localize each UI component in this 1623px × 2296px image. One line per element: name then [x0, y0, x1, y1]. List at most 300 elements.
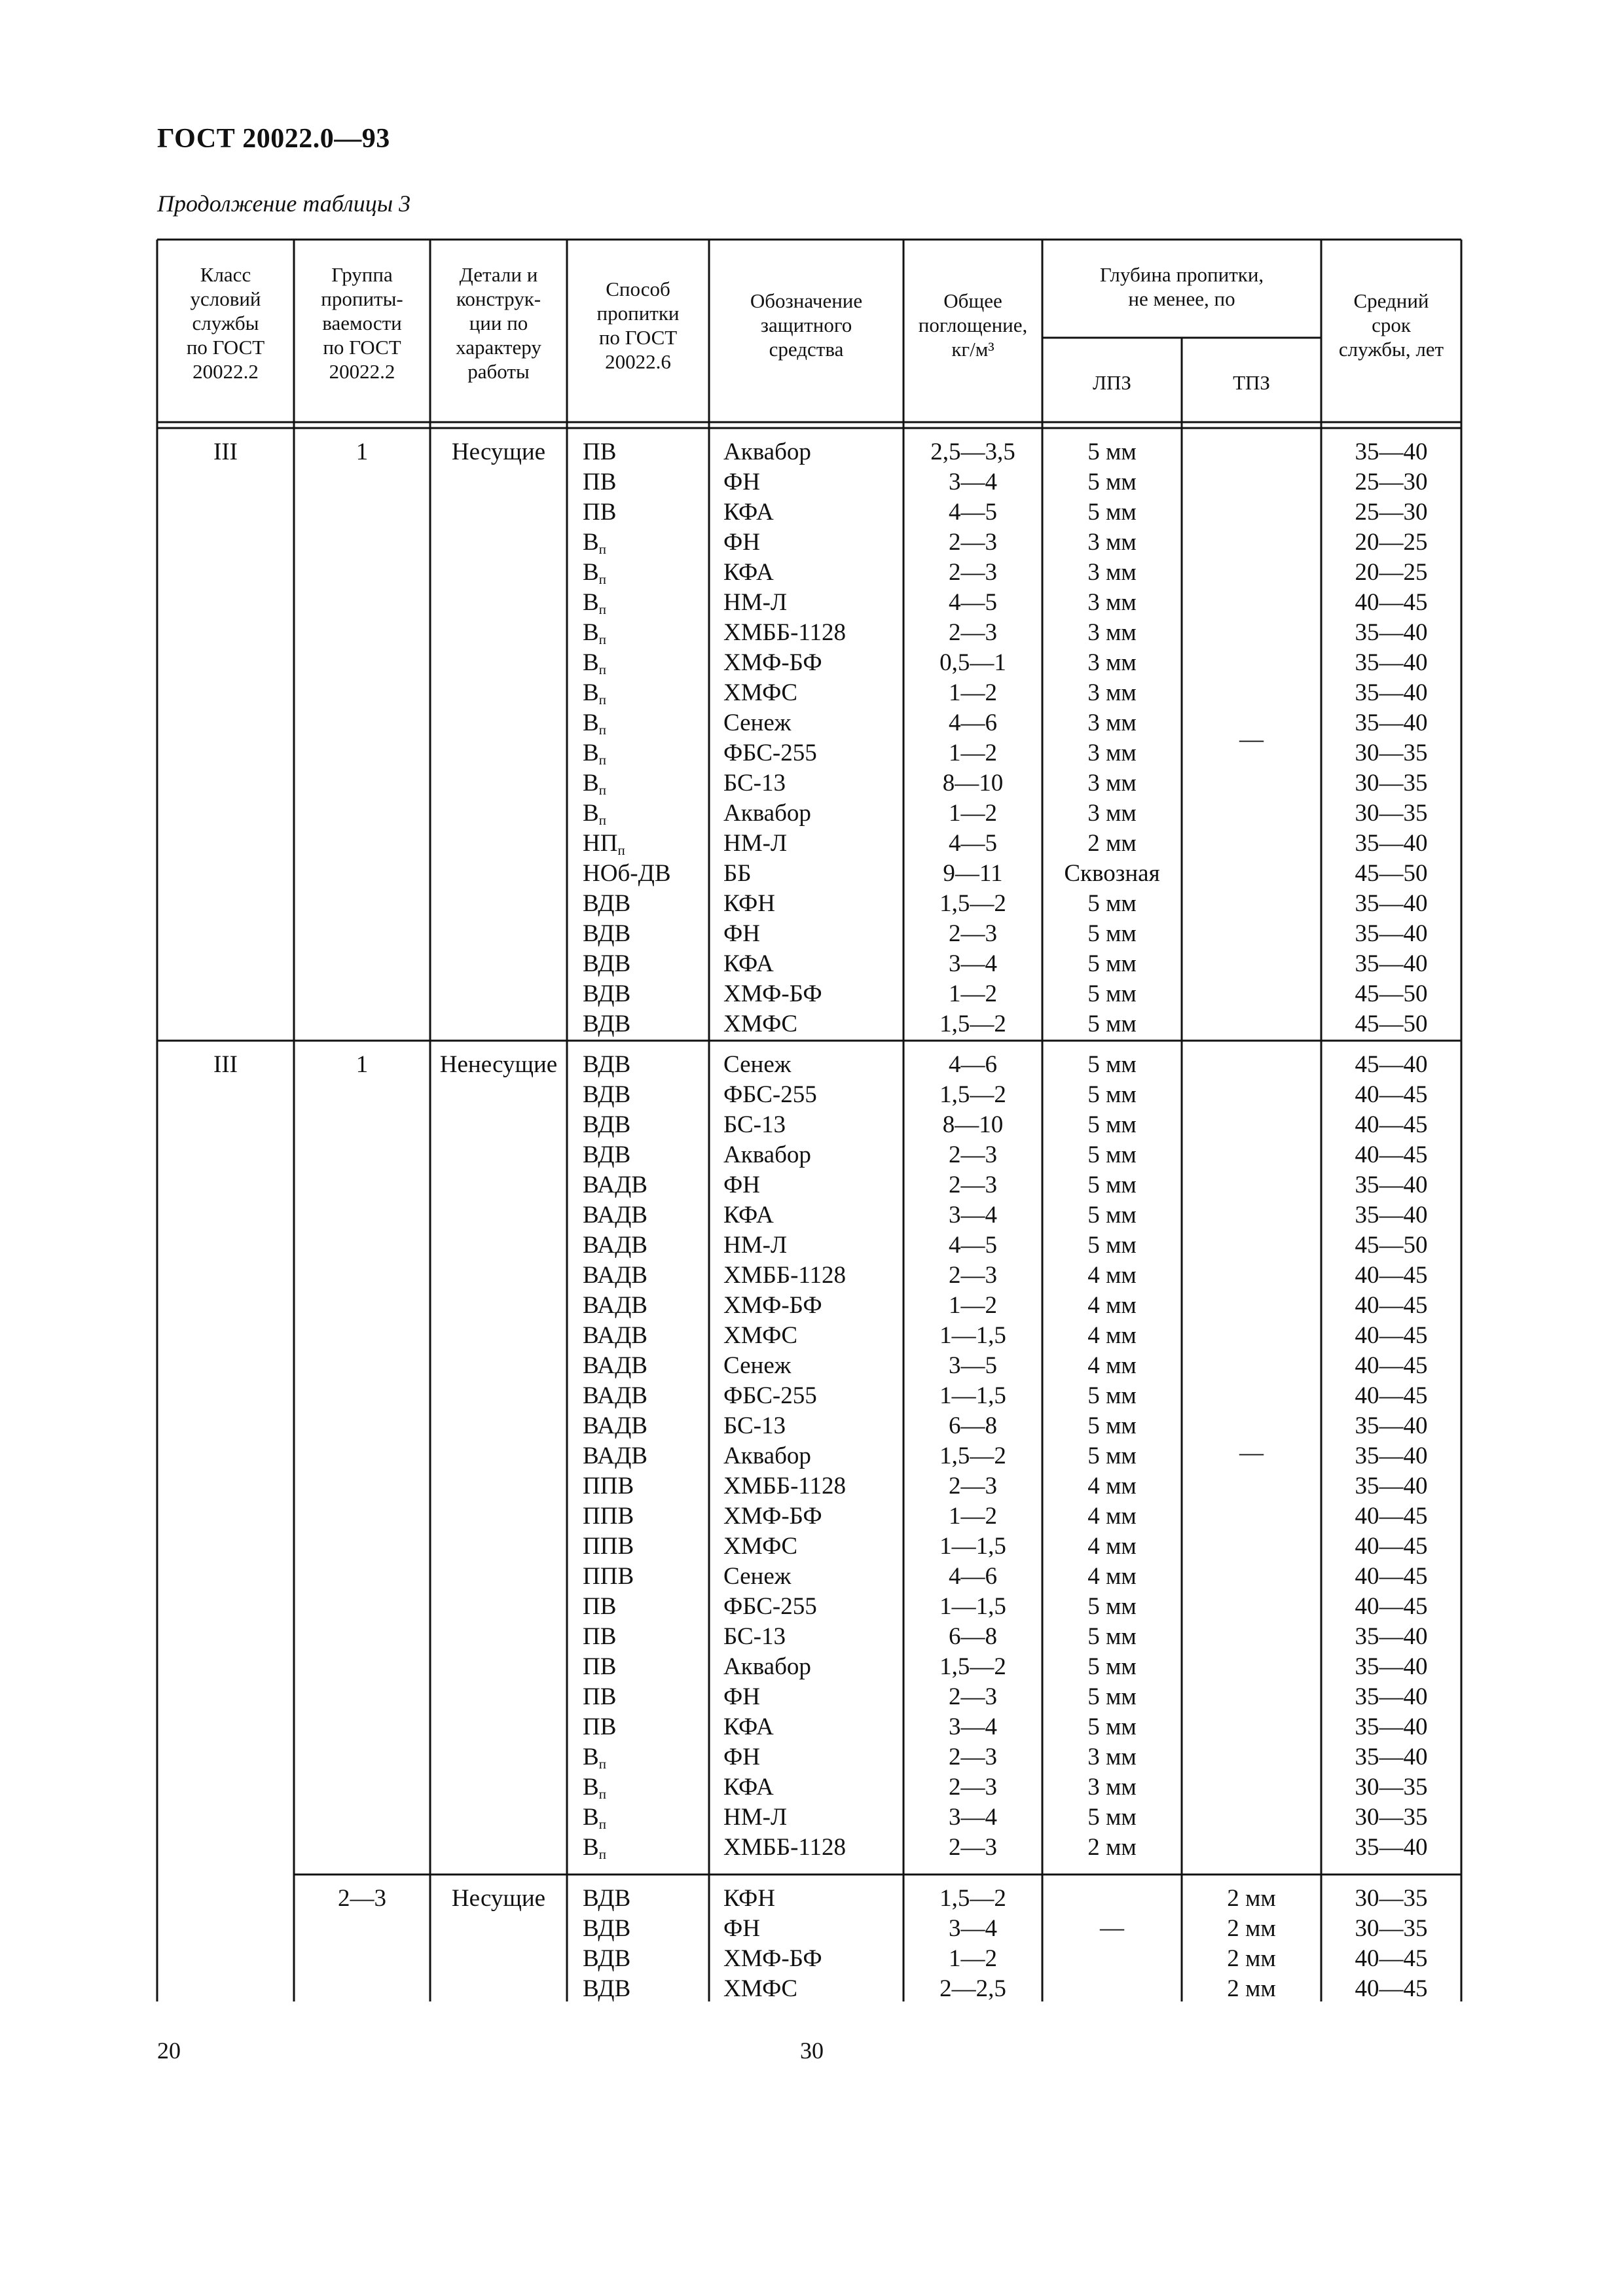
section2-uptake-row: [903, 1441, 1042, 1471]
section1-uptake-value: 3—4: [949, 469, 997, 495]
section2-agents-row: [723, 1351, 903, 1381]
section2-uptake-value: 2—3: [949, 1172, 997, 1198]
section1-methods-subscript: п: [617, 842, 625, 858]
section3-methods-row: [583, 1884, 707, 1914]
section1-lpz-row: [1042, 497, 1182, 528]
section2-uptake-value: 3—4: [949, 1202, 997, 1229]
section1-agents-value: НМ-Л: [723, 589, 788, 616]
section1-agents-row: [723, 798, 903, 829]
section2-agents-value: Аквабор: [723, 1653, 811, 1680]
section2-uptake-row: [903, 1712, 1042, 1742]
section2-life-row: [1321, 1592, 1461, 1622]
document-code: ГОСТ 20022.0—93: [157, 124, 390, 154]
section1-life-row: [1321, 467, 1461, 497]
section2-lpz-value: 2 мм: [1087, 1834, 1137, 1861]
section3-methods-row: [583, 1944, 707, 1974]
section2-uptake-row: [903, 1291, 1042, 1321]
section1-methods-row: [583, 1009, 707, 1039]
section1-methods-subscript: п: [598, 632, 606, 647]
section1-agents-value: КФА: [723, 499, 774, 526]
section1-agents-row: [723, 1009, 903, 1039]
section1-agents-value: ХМФС: [723, 1011, 798, 1037]
section2-methods-row: [583, 1803, 707, 1833]
section2-methods: [583, 1050, 707, 1863]
section2-methods-subscript: п: [598, 1786, 606, 1802]
section1-lpz-value: 5 мм: [1087, 950, 1137, 977]
section1-agents-value: КФН: [723, 890, 776, 917]
section3-life-row: [1321, 1944, 1461, 1974]
section1-agents-row: [723, 768, 903, 798]
section1-uptake-row: [903, 859, 1042, 889]
section1-lpz-row: [1042, 889, 1182, 919]
section2-lpz-value: 5 мм: [1087, 1081, 1137, 1108]
section2-methods-row: [583, 1532, 707, 1562]
section3-agents: [723, 1884, 903, 2004]
section2-agents-row: [723, 1622, 903, 1652]
header-group: Группа пропиты- ваемости по ГОСТ 20022.2: [321, 263, 403, 383]
section1-agents-value: Сенеж: [723, 709, 792, 736]
section2-methods-row: [583, 1471, 707, 1501]
section2-agents-row: [723, 1742, 903, 1772]
header-depth-lpz: ЛПЗ: [1093, 371, 1131, 394]
section1-lpz-value: 3 мм: [1087, 589, 1137, 616]
section3-agents-row: [723, 1884, 903, 1914]
section1-methods-subscript: п: [598, 722, 606, 738]
section2-life-value: 40—45: [1355, 1322, 1428, 1349]
section2-uptake-value: 4—6: [949, 1051, 997, 1078]
section2-uptake-value: 2—3: [949, 1834, 997, 1861]
section1-lpz-row: [1042, 618, 1182, 648]
section2-agents-row: [723, 1140, 903, 1170]
section2-lpz-row: [1042, 1712, 1182, 1742]
section2-methods-row: [583, 1140, 707, 1170]
section2-methods-row: [583, 1833, 707, 1863]
section2-uptake-row: [903, 1622, 1042, 1652]
section1-life-row: [1321, 738, 1461, 768]
section2-life-row: [1321, 1652, 1461, 1682]
section1-methods-row: [583, 437, 707, 467]
section1-lpz-value: 3 мм: [1087, 770, 1137, 797]
section2-methods-row: [583, 1230, 707, 1261]
section1-agents-row: [723, 829, 903, 859]
section2-uptake-row: [903, 1381, 1042, 1411]
section1-methods: [583, 437, 707, 1039]
section1-life-value: 25—30: [1355, 469, 1428, 495]
section2-agents-row: [723, 1291, 903, 1321]
section3-life-value: 40—45: [1355, 1975, 1428, 2002]
section2-methods-value: ВДВ: [583, 1081, 631, 1108]
section2-uptake-row: [903, 1110, 1042, 1140]
section1-uptake-row: [903, 467, 1042, 497]
section1-life-value: 35—40: [1355, 830, 1428, 857]
section3-tpz-value: 2 мм: [1227, 1945, 1276, 1972]
section1-methods-value: НП: [583, 830, 618, 857]
section1-methods-row: [583, 738, 707, 768]
section2-agents-row: [723, 1562, 903, 1592]
section2-methods-value: ВАДВ: [583, 1232, 647, 1259]
section2-methods-value: ППВ: [583, 1473, 634, 1499]
section2-lpz-value: 4 мм: [1087, 1563, 1137, 1590]
section1-life-row: [1321, 859, 1461, 889]
section1-uptake-row: [903, 588, 1042, 618]
section1-methods-value: ПВ: [583, 439, 617, 465]
section2-agents-row: [723, 1080, 903, 1110]
section1-lpz-value: 5 мм: [1087, 1011, 1137, 1037]
section2-lpz-row: [1042, 1140, 1182, 1170]
section2-life-row: [1321, 1381, 1461, 1411]
section1-life-row: [1321, 949, 1461, 979]
section2-life-value: 40—45: [1355, 1262, 1428, 1289]
section2-lpz-value: 5 мм: [1087, 1623, 1137, 1650]
section2-life-row: [1321, 1050, 1461, 1080]
section2-agents-value: Аквабор: [723, 1443, 811, 1469]
section2-methods-value: ВАДВ: [583, 1322, 647, 1349]
section1-uptake-value: 9—11: [943, 860, 1003, 887]
section1-agents-row: [723, 648, 903, 678]
section2-lpz-row: [1042, 1532, 1182, 1562]
section1-methods-value: В: [583, 709, 599, 736]
section2-agents: [723, 1050, 903, 1863]
section2-agents-value: Сенеж: [723, 1352, 792, 1379]
section1-lpz-row: [1042, 467, 1182, 497]
section2-lpz-value: 4 мм: [1087, 1262, 1137, 1289]
section3-tpz-row: [1182, 1974, 1321, 2004]
section1-lpz-row: [1042, 678, 1182, 708]
section1-life-row: [1321, 497, 1461, 528]
section3-life-value: 30—35: [1355, 1915, 1428, 1942]
section1-life-row: [1321, 558, 1461, 588]
section1-uptake-value: 4—6: [949, 709, 997, 736]
section2-agents-row: [723, 1441, 903, 1471]
header-method: Способ пропитки по ГОСТ 20022.6: [596, 278, 680, 373]
section1-methods-value: В: [583, 529, 599, 556]
section2-lpz-row: [1042, 1562, 1182, 1592]
section3-methods-row: [583, 1914, 707, 1944]
section2-lpz-value: 5 мм: [1087, 1202, 1137, 1229]
section2-uptake-row: [903, 1471, 1042, 1501]
section1-methods-value: В: [583, 770, 599, 797]
section1-methods-row: [583, 648, 707, 678]
section1-life-row: [1321, 678, 1461, 708]
section3-methods-value: ВДВ: [583, 1945, 631, 1972]
section2-methods-value: ПВ: [583, 1623, 617, 1650]
section2-agents-row: [723, 1381, 903, 1411]
section2-life-value: 40—45: [1355, 1563, 1428, 1590]
section2-lpz-row: [1042, 1592, 1182, 1622]
section1-life-row: [1321, 648, 1461, 678]
section1-methods-value: В: [583, 589, 599, 616]
section3-uptake-row: [903, 1884, 1042, 1914]
section2-uptake-row: [903, 1592, 1042, 1622]
section2-life-row: [1321, 1532, 1461, 1562]
section1-agents-value: ХМФ-БФ: [723, 649, 822, 676]
section1-life-row: [1321, 798, 1461, 829]
section1-life-row: [1321, 618, 1461, 648]
section1-uptake-value: 2—3: [949, 559, 997, 586]
section1-uptake-value: 4—5: [949, 499, 997, 526]
section3-life-row: [1321, 1974, 1461, 2004]
section2-life-row: [1321, 1803, 1461, 1833]
section2-methods-row: [583, 1592, 707, 1622]
section2-methods-row: [583, 1712, 707, 1742]
section2-uptake-value: 2—3: [949, 1744, 997, 1770]
section2-agents-value: КФА: [723, 1202, 774, 1229]
header-depth-tpz: ТПЗ: [1233, 371, 1270, 394]
section1-lpz: [1042, 437, 1182, 1039]
section2-life-row: [1321, 1140, 1461, 1170]
section2-methods-row: [583, 1441, 707, 1471]
section2-methods-row: [583, 1411, 707, 1441]
section2-uptake-row: [903, 1652, 1042, 1682]
section2-methods-value: ВАДВ: [583, 1172, 647, 1198]
section2-agents-row: [723, 1652, 903, 1682]
section3-agents-row: [723, 1974, 903, 2004]
section2-life-value: 40—45: [1355, 1292, 1428, 1319]
section2-methods-value: ВДВ: [583, 1141, 631, 1168]
section1-agents-value: ФН: [723, 469, 760, 495]
section1-lpz-value: 5 мм: [1087, 439, 1137, 465]
section2-lpz-row: [1042, 1261, 1182, 1291]
section2-agents-value: НМ-Л: [723, 1804, 788, 1831]
section2-agents-row: [723, 1682, 903, 1712]
section2-group: 1: [356, 1051, 369, 1078]
section1-life-row: [1321, 588, 1461, 618]
section1-agents-value: Аквабор: [723, 800, 811, 827]
section1-agents-value: ФН: [723, 920, 760, 947]
section2-lpz-value: 3 мм: [1087, 1744, 1137, 1770]
section1-lpz-value: 3 мм: [1087, 709, 1137, 736]
section2-methods-value: ПВ: [583, 1593, 617, 1620]
section2-lpz-value: 5 мм: [1087, 1382, 1137, 1409]
section1-uptake-row: [903, 497, 1042, 528]
section1-life-row: [1321, 437, 1461, 467]
header-parts: Детали и конструк- ции по характеру работы: [456, 263, 541, 383]
section1-uptake-row: [903, 889, 1042, 919]
section3-tpz-value: 2 мм: [1227, 1915, 1276, 1942]
section2-agents-value: ФБС-255: [723, 1382, 817, 1409]
section2-uptake-value: 1,5—2: [939, 1653, 1006, 1680]
section2-parts: Ненесущие: [439, 1051, 558, 1078]
section2-agents-row: [723, 1833, 903, 1863]
section2-uptake-row: [903, 1140, 1042, 1170]
section2-life-row: [1321, 1501, 1461, 1532]
section1-methods-subscript: п: [598, 782, 606, 798]
section1-methods-row: [583, 949, 707, 979]
section1-uptake-value: 1—2: [949, 800, 997, 827]
section1-life-value: 35—40: [1355, 679, 1428, 706]
section3-tpz-value: 2 мм: [1227, 1885, 1276, 1912]
section3-uptake-row: [903, 1974, 1042, 2004]
section3-tpz-row: [1182, 1944, 1321, 1974]
section1-life-value: 45—50: [1355, 860, 1428, 887]
section2-methods-row: [583, 1742, 707, 1772]
section2-uptake-value: 2—3: [949, 1473, 997, 1499]
section1-uptake-row: [903, 1009, 1042, 1039]
section1-methods-value: В: [583, 619, 599, 646]
section2-lpz-row: [1042, 1411, 1182, 1441]
section1-uptake-value: 1—2: [949, 740, 997, 766]
section2-lpz-value: 5 мм: [1087, 1653, 1137, 1680]
section2-methods-row: [583, 1622, 707, 1652]
section2-agents-value: ХМФС: [723, 1533, 798, 1560]
section2-uptake-row: [903, 1170, 1042, 1200]
section2-methods-row: [583, 1381, 707, 1411]
page-number-center: 30: [800, 2037, 824, 2064]
section2-lpz-row: [1042, 1471, 1182, 1501]
section3-uptake-row: [903, 1914, 1042, 1944]
section2-lpz-value: 5 мм: [1087, 1713, 1137, 1740]
section3-uptake-value: 1,5—2: [939, 1885, 1006, 1912]
section2-lpz-row: [1042, 1833, 1182, 1863]
section2-uptake-value: 1,5—2: [939, 1081, 1006, 1108]
section1-lpz-value: 3 мм: [1087, 679, 1137, 706]
section1-agents-value: БС-13: [723, 770, 786, 797]
section1-lpz-value: 3 мм: [1087, 800, 1137, 827]
section2-uptake-row: [903, 1682, 1042, 1712]
section2-uptake-row: [903, 1501, 1042, 1532]
section2-methods-value: ВАДВ: [583, 1382, 647, 1409]
section1-methods-value: ВДВ: [583, 950, 631, 977]
section1-methods-row: [583, 558, 707, 588]
section2-life-value: 45—50: [1355, 1232, 1428, 1259]
section2-agents-value: ХМББ-1128: [723, 1262, 847, 1289]
section2-tpz-dash: —: [1239, 1439, 1264, 1466]
section2-life-row: [1321, 1170, 1461, 1200]
section1-uptake-value: 8—10: [942, 770, 1004, 797]
section1-uptake-value: 0,5—1: [939, 649, 1006, 676]
section2-life-row: [1321, 1200, 1461, 1230]
section1-methods-value: ВДВ: [583, 980, 631, 1007]
section2-agents-value: БС-13: [723, 1111, 786, 1138]
table-caption: Продолжение таблицы 3: [157, 190, 411, 217]
section2-life-value: 35—40: [1355, 1653, 1428, 1680]
section1-methods-row: [583, 708, 707, 738]
section3-uptake-row: [903, 1944, 1042, 1974]
section2-lpz-row: [1042, 1170, 1182, 1200]
section2-agents-row: [723, 1261, 903, 1291]
section1-methods-value: В: [583, 679, 599, 706]
section2-life-row: [1321, 1351, 1461, 1381]
section2-methods-value: ВАДВ: [583, 1202, 647, 1229]
section3-agents-row: [723, 1944, 903, 1974]
section2-agents-value: ФБС-255: [723, 1081, 817, 1108]
section2-uptake-row: [903, 1080, 1042, 1110]
section2-uptake-value: 2—3: [949, 1262, 997, 1289]
section1-life-row: [1321, 528, 1461, 558]
section2-uptake-row: [903, 1050, 1042, 1080]
section2-agents-row: [723, 1501, 903, 1532]
section1-uptake-row: [903, 678, 1042, 708]
section1-methods-value: В: [583, 649, 599, 676]
header-uptake: Общее поглощение, кг/м³: [918, 289, 1028, 361]
section2-agents-row: [723, 1200, 903, 1230]
section2-uptake-value: 6—8: [949, 1623, 997, 1650]
section2-lpz-row: [1042, 1441, 1182, 1471]
section1-methods-row: [583, 528, 707, 558]
section1-life-value: 25—30: [1355, 499, 1428, 526]
section2-methods-value: ПВ: [583, 1713, 617, 1740]
section2-uptake-value: 8—10: [942, 1111, 1004, 1138]
section1-methods-row: [583, 497, 707, 528]
section1-lpz-row: [1042, 738, 1182, 768]
section2-life-value: 40—45: [1355, 1382, 1428, 1409]
section2-agents-value: ФН: [723, 1744, 760, 1770]
section2-life-row: [1321, 1230, 1461, 1261]
section1-life-value: 35—40: [1355, 890, 1428, 917]
section1-methods-value: В: [583, 740, 599, 766]
section1-lpz-value: 3 мм: [1087, 529, 1137, 556]
section2-lpz-value: 5 мм: [1087, 1111, 1137, 1138]
section2-methods-subscript: п: [598, 1756, 606, 1772]
section2-methods-value: ВАДВ: [583, 1412, 647, 1439]
section1-lpz-value: 2 мм: [1087, 830, 1137, 857]
section1-uptake-row: [903, 528, 1042, 558]
section2-lpz-value: 5 мм: [1087, 1804, 1137, 1831]
section2-agents-value: БС-13: [723, 1623, 786, 1650]
section1-lpz-value: 3 мм: [1087, 559, 1137, 586]
section2-agents-value: БС-13: [723, 1412, 786, 1439]
section1-methods-row: [583, 889, 707, 919]
section1-lpz-value: Сквозная: [1064, 860, 1160, 887]
section1-agents-value: ФН: [723, 529, 760, 556]
section1-life-row: [1321, 889, 1461, 919]
section2-lpz-value: 5 мм: [1087, 1051, 1137, 1078]
section1-uptake-value: 1,5—2: [939, 1011, 1006, 1037]
section1-life-value: 35—40: [1355, 619, 1428, 646]
section2-life-row: [1321, 1622, 1461, 1652]
section1-methods-value: В: [583, 800, 599, 827]
section2-uptake-value: 6—8: [949, 1412, 997, 1439]
section2-life-value: 40—45: [1355, 1081, 1428, 1108]
section2-life-row: [1321, 1833, 1461, 1863]
section2-lpz-value: 5 мм: [1087, 1172, 1137, 1198]
section2-life-value: 35—40: [1355, 1683, 1428, 1710]
section3-life-value: 40—45: [1355, 1945, 1428, 1972]
section2-uptake-value: 3—4: [949, 1713, 997, 1740]
section1-lpz-row: [1042, 588, 1182, 618]
section1-lpz-value: 5 мм: [1087, 469, 1137, 495]
section1-lpz-row: [1042, 558, 1182, 588]
section1-agents-row: [723, 889, 903, 919]
header-agent: Обозначение защитного средства: [750, 289, 863, 361]
section2-uptake-row: [903, 1803, 1042, 1833]
section2-life-value: 40—45: [1355, 1111, 1428, 1138]
section2-life-value: 35—40: [1355, 1412, 1428, 1439]
section2-methods-row: [583, 1772, 707, 1803]
section2-methods-value: В: [583, 1774, 599, 1801]
section2-methods-row: [583, 1321, 707, 1351]
section1-methods-value: ВДВ: [583, 1011, 631, 1037]
section1-life-value: 35—40: [1355, 950, 1428, 977]
section2-life-row: [1321, 1080, 1461, 1110]
section1-agents-row: [723, 588, 903, 618]
section2-methods-row: [583, 1682, 707, 1712]
section2-lpz: [1042, 1050, 1182, 1863]
section1-uptake-value: 2—3: [949, 920, 997, 947]
section2-methods-value: ППВ: [583, 1503, 634, 1530]
section2-methods-row: [583, 1261, 707, 1291]
section1-methods-row: [583, 829, 707, 859]
section1-lpz-value: 5 мм: [1087, 499, 1137, 526]
section1-methods-subscript: п: [598, 812, 606, 828]
section2-life-row: [1321, 1772, 1461, 1803]
section1-agents-value: ББ: [723, 860, 752, 887]
section2-uptake-row: [903, 1321, 1042, 1351]
section3-tpz-row: [1182, 1914, 1321, 1944]
section2-methods-row: [583, 1050, 707, 1080]
section3-agents-value: ХМФС: [723, 1975, 798, 2002]
section2-life-row: [1321, 1321, 1461, 1351]
